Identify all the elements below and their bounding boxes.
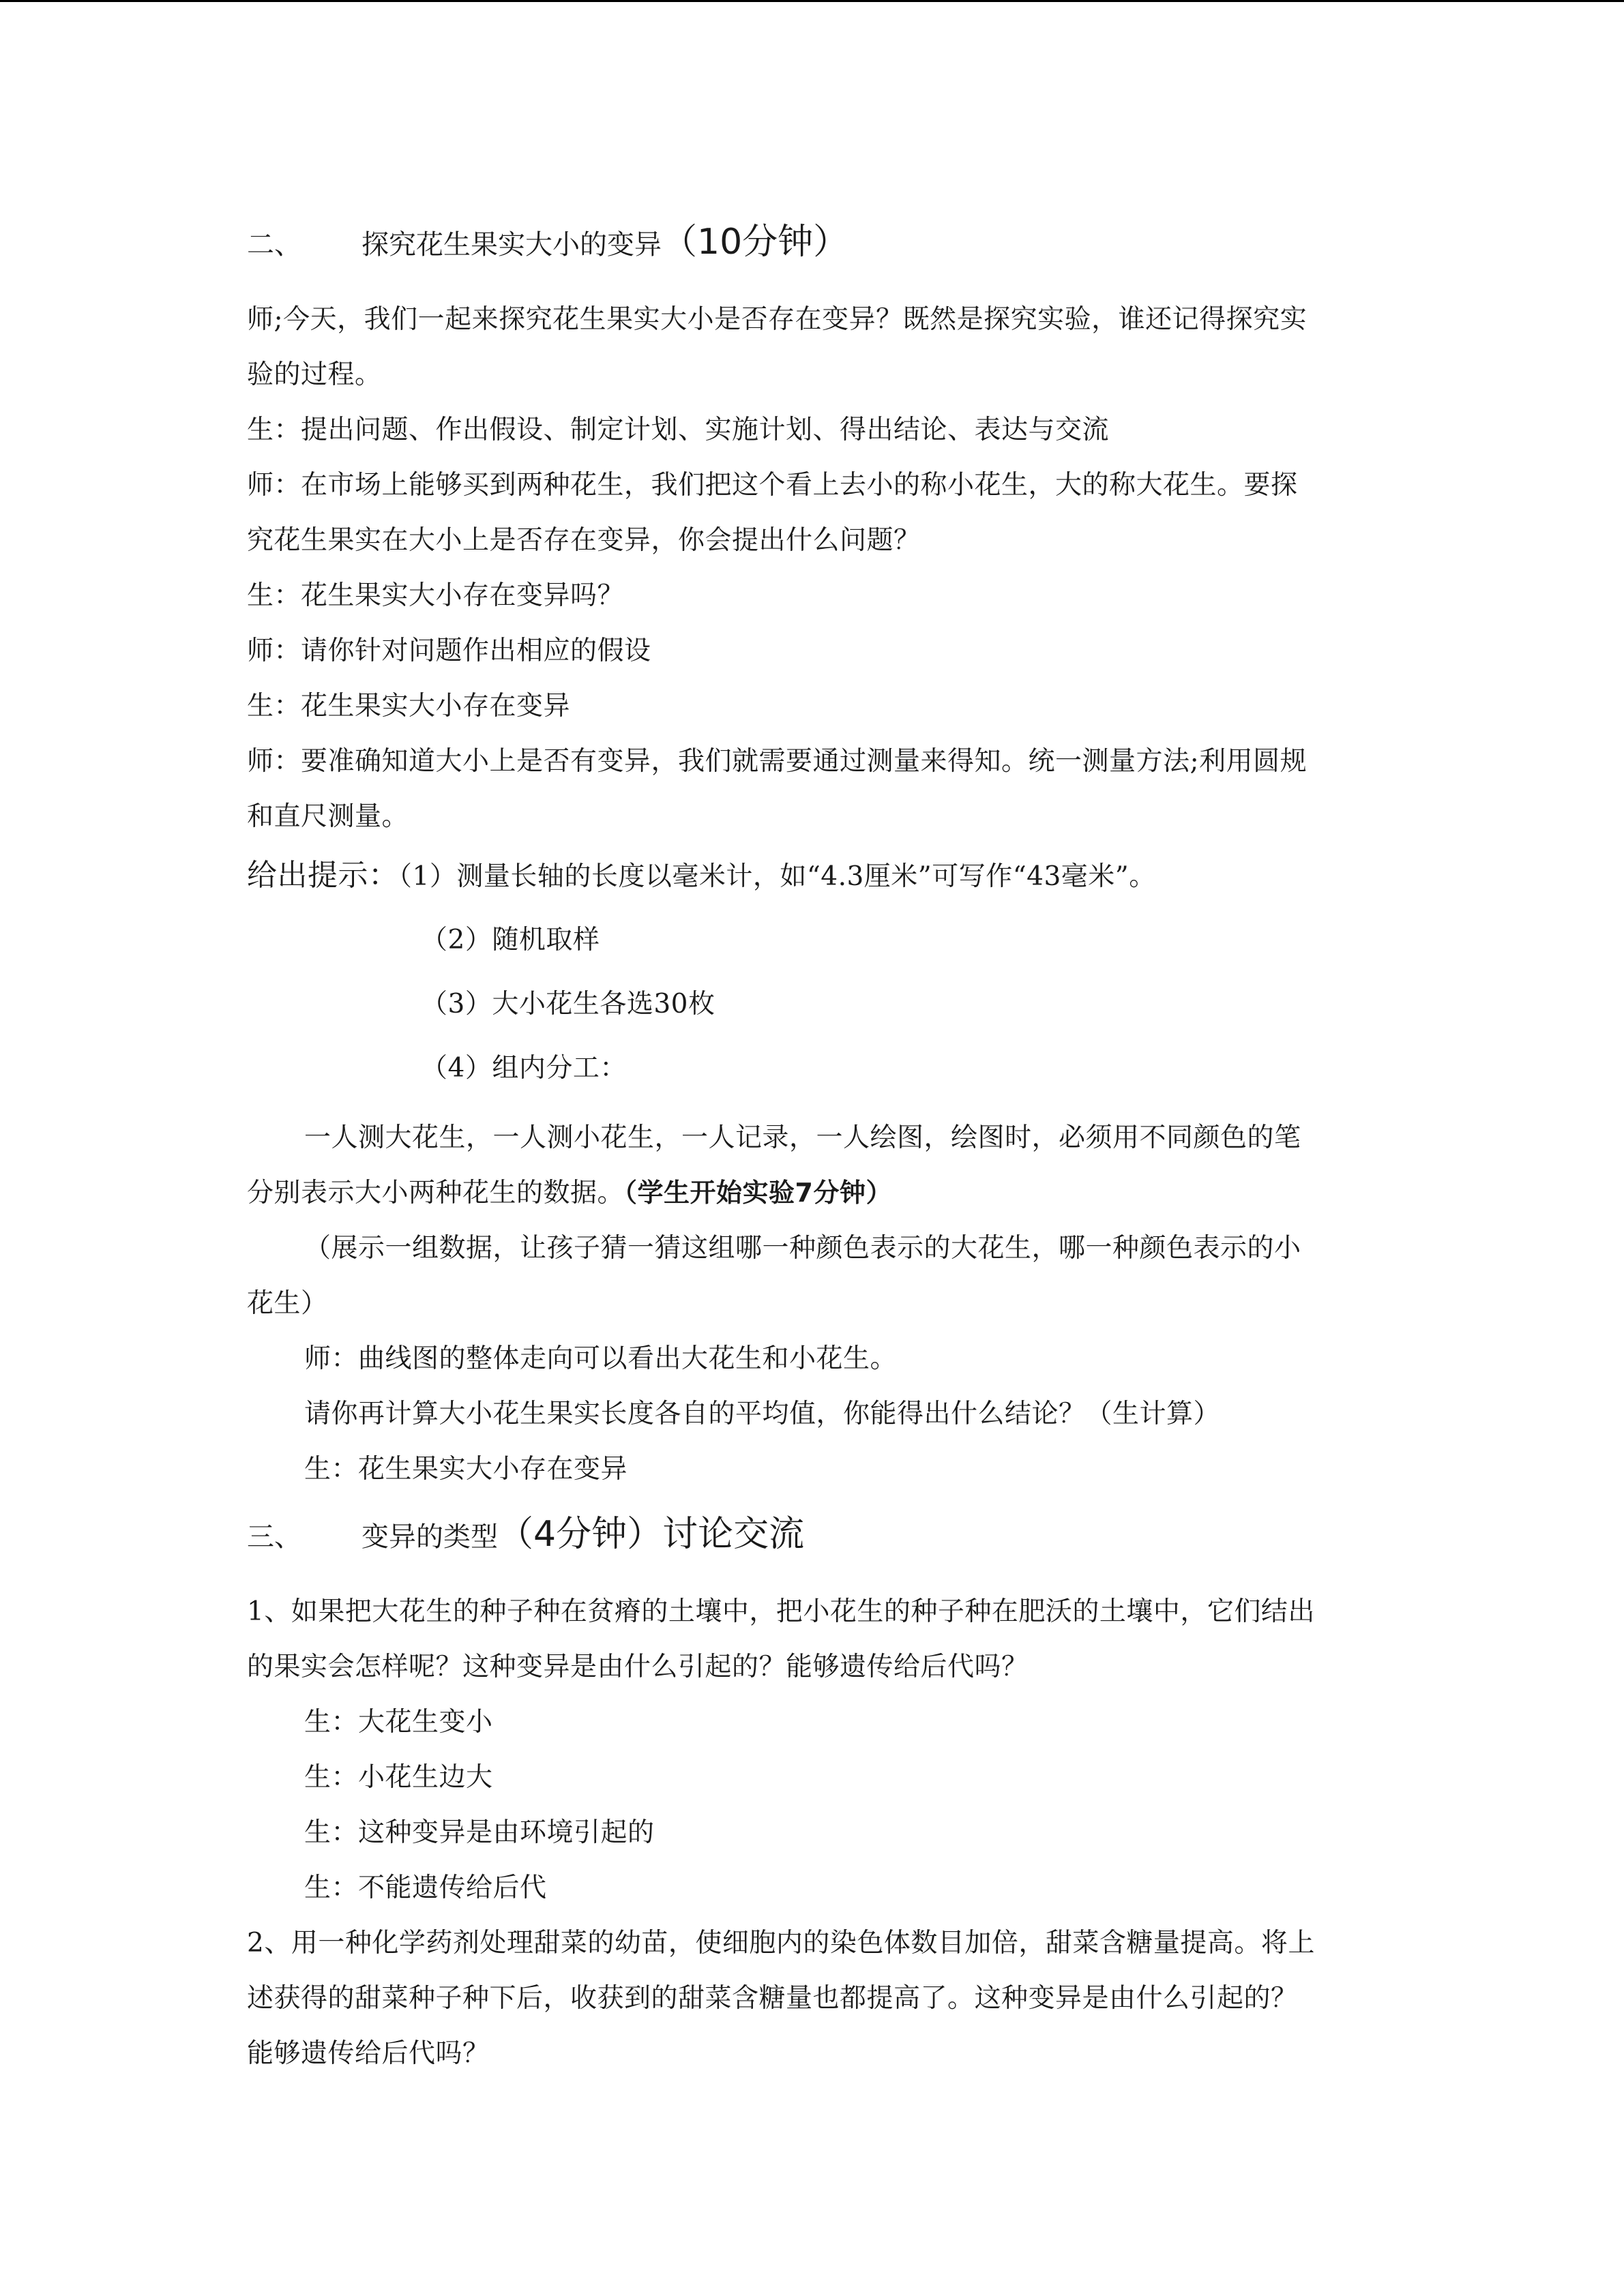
hint-item: （3）大小花生各选30枚: [421, 989, 715, 1019]
paragraph-line: 师;今天，我们一起来探究花生果实大小是否存在变异？既然是探究实验，谁还记得探究实: [247, 304, 1308, 335]
answer-line: 生：这种变异是由环境引起的: [304, 1817, 655, 1848]
hint-item: （2）随机取样: [421, 925, 600, 955]
paragraph-line: 生：花生果实大小存在变异: [304, 1454, 628, 1485]
section-3-number: 三、: [247, 1521, 301, 1553]
hint-item: （4）组内分工：: [421, 1053, 627, 1084]
document-page: [247, 205, 1379, 2081]
paragraph-line: 究花生果实在大小上是否存在变异，你会提出什么问题？: [247, 525, 921, 556]
hint-first-line: [247, 844, 1379, 908]
display-line: （展示一组数据，让孩子猜一猜这组哪一种颜色表示的大花生，哪一种颜色表示的小: [304, 1233, 1301, 1264]
section-2-time: （10分钟）: [662, 222, 849, 263]
paragraph-line: 请你再计算大小花生果实长度各自的平均值，你能得出什么结论？（生计算）: [304, 1399, 1221, 1429]
section-3-heading: [247, 1497, 1379, 1575]
experiment-time-note: （学生开始实验7分钟）: [624, 1178, 892, 1208]
paragraph-line: 生：花生果实大小存在变异: [247, 691, 571, 721]
section-3-title: 变异的类型: [361, 1521, 498, 1553]
paragraph-line: 师：要准确知道大小上是否有变异，我们就需要通过测量来得知。统一测量方法;利用圆规: [247, 746, 1308, 777]
question-line: 能够遗传给后代吗？: [247, 2038, 490, 2069]
display-line: 花生）: [247, 1288, 328, 1319]
section-3-extra: 讨论交流: [662, 1514, 805, 1555]
paragraph-line: 验的过程。: [247, 359, 382, 390]
section-2-number: 二、: [247, 229, 301, 260]
answer-line: 生：小花生边大: [304, 1762, 493, 1793]
division-line: 一人测大花生，一人测小花生，一人记录，一人绘图，绘图时，必须用不同颜色的笔: [304, 1122, 1301, 1153]
question-line: 1、如果把大花生的种子种在贫瘠的土壤中，把小花生的种子种在肥沃的土壤中，它们结出: [247, 1596, 1315, 1627]
paragraph-line: 生：提出问题、作出假设、制定计划、实施计划、得出结论、表达与交流: [247, 415, 1110, 445]
section-2-title: 探究花生果实大小的变异: [361, 229, 662, 260]
division-text: 分别表示大小两种花生的数据。: [247, 1178, 625, 1208]
answer-line: 生：大花生变小: [304, 1707, 493, 1738]
paragraph-line: 生：花生果实大小存在变异吗？: [247, 580, 625, 611]
paragraph-line: 师：曲线图的整体走向可以看出大花生和小花生。: [304, 1343, 898, 1374]
hint-item: （1）测量长轴的长度以毫米计，如“4.3厘米”可写作“43毫米”。: [398, 861, 1156, 892]
paragraph-line: 和直尺测量。: [247, 801, 409, 832]
question-line: 述获得的甜菜种子种下后，收获到的甜菜含糖量也都提高了。这种变异是由什么引起的？: [247, 1983, 1298, 2014]
question-line: 2、用一种化学药剂处理甜菜的幼苗，使细胞内的染色体数目加倍，甜菜含糖量提高。将上: [247, 1928, 1315, 1958]
division-line-2: [247, 1165, 1379, 1221]
answer-line: 生：不能遗传给后代: [304, 1873, 547, 1903]
page-top-border: [0, 0, 1624, 2]
paragraph-line: 师：在市场上能够买到两种花生，我们把这个看上去小的称小花生，大的称大花生。要探: [247, 470, 1298, 501]
paragraph-line: 师：请你针对问题作出相应的假设: [247, 636, 651, 666]
section-3-time: （4分钟）: [498, 1514, 663, 1555]
hint-label: 给出提示：: [247, 858, 399, 893]
section-2-heading: [247, 205, 1379, 282]
question-line: 的果实会怎样呢？这种变异是由什么引起的？能够遗传给后代吗？: [247, 1652, 1029, 1682]
